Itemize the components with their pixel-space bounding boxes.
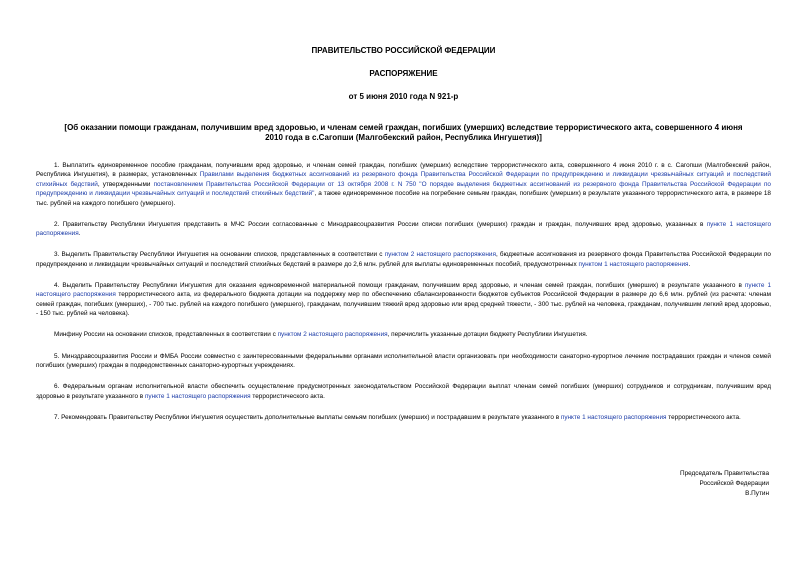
paragraph-6 (36, 382, 771, 401)
paragraph-text: 4. Выделить Правительству Республики Ингушетия для оказания единовременной материальной помощи гражданам, получившим вред здоровью, и членам семей граждан, погибших (умерших) в результате указанного в (54, 282, 745, 290)
paragraph-text: 1. Выплатить единовременное пособие гражданам, получившим вред здоровью, и членам семей граждан, погибших (умерших) вследствие террористического акта, совершенного 4 июня 2010 г. в с. Сагопши (Малгобекский район, Республика Ингушетия), в размерах, установленных (36, 162, 771, 179)
paragraph-text: 6. Федеральным органам исполнительной власти обеспечить осуществление предусмотренных законодательством Российской Федерации выплат членам семей погибших (умерших) сотрудников и сотрудникам, получившим вред здоровью в результате указанного в (36, 383, 771, 400)
paragraph-text: террористического акта. (666, 413, 741, 421)
document-subject: [Об оказании помощи гражданам, получившим вред здоровью, и членам семей граждан, погибших (умерших) вследствие террористического акта, совершенного 4 июня 2010 года в с.Сагопши (Малгобекский район, Республика Ингушетия)] (64, 123, 743, 142)
document-type-heading: РАСПОРЯЖЕНИЕ (369, 69, 438, 78)
link-point-1[interactable]: пункте 1 настоящего распоряжения (36, 282, 771, 299)
paragraph-4 (36, 281, 771, 319)
signature-organization: Российской Федерации (699, 480, 769, 487)
paragraph-5 (36, 352, 771, 371)
paragraph-text: , бюджетные ассигнования из резервного фонда Правительства Российской Федерации по предупреждению и ликвидации чрезвычайных ситуаций и последствий стихийных бедствий в размере до 2,6 млн. рублей для выплаты единовременных пособий, предусмотренных (36, 251, 771, 268)
paragraph-1 (36, 161, 771, 208)
signature-position: Председатель Правительства (680, 470, 769, 477)
government-heading: ПРАВИТЕЛЬСТВО РОССИЙСКОЙ ФЕДЕРАЦИИ (311, 46, 496, 55)
link-rules[interactable]: Правилами выделения бюджетных ассигнований из резервного фонда Правительства Российской Федерации по предупреждению и ликвидации чрезвычайных ситуаций и последствий стихийных бедствий (36, 171, 772, 188)
paragraph-2 (36, 220, 771, 239)
paragraph-text: 7. Рекомендовать Правительству Республики Ингушетия осуществить дополнительные выплаты семьям погибших (умерших) и пострадавшим в результате указанного в (54, 413, 561, 421)
document-date-number: от 5 июня 2010 года N 921-р (348, 92, 459, 101)
paragraph-text: террористического акта. (250, 392, 325, 400)
signature-block (680, 469, 769, 499)
link-point-1[interactable]: пункте 1 настоящего распоряжения (144, 392, 251, 400)
link-point-2[interactable]: пунктом 2 настоящего распоряжения (277, 331, 388, 339)
paragraph-text: , утвержденными (97, 180, 154, 188)
paragraph-text: террористического акта, из федерального бюджета дотации на поддержку мер по обеспечению сбалансированности бюджетов субъектов Российской Федерации в размере до 6,6 млн. рублей (из расчета: членам семей граждан, погибших (умерших), - 700 тыс. рублей на каждого погибшего (умершего), гражданам, получившим тяжкий вред здоровью или вред средней тяжести, - 300 тыс. рублей на человека, гражданам, получившим легкий вред здоровью, - 150 тыс. рублей на человека). (36, 291, 771, 318)
link-point-2[interactable]: пунктом 2 настоящего распоряжения (384, 251, 496, 259)
document-body (36, 161, 771, 434)
paragraph-text: 5. Минздравсоцразвития России и ФМБА России совместно с заинтересованными федеральными органами исполнительной власти организовать при необходимости санаторно-курортное лечение пострадавших граждан и членов семей погибших (умерших) граждан в подведомственных санаторно-курортных учреждениях. (36, 352, 771, 370)
paragraph-text: , а также единовременное пособие на погребение семьям граждан, погибших (умерших) в результате указанного террористического акта, в размере 18 тыс. рублей на каждого погибшего (умершего). (36, 190, 771, 207)
paragraph-text: , перечислить указанные дотации бюджету Республики Ингушетия. (387, 331, 588, 339)
link-resolution-750[interactable]: постановлением Правительства Российской Федерации от 13 октября 2008 г. N 750 "О порядке выделения бюджетных ассигнований из резервного фонда Правительства Российской Федерации по предупреждению и ликвидации чрезвычайных ситуаций и последствий стихийных бедствий" (36, 180, 771, 198)
paragraph-7 (36, 413, 771, 422)
paragraph-4b (36, 330, 771, 339)
paragraph-text: . (78, 230, 81, 238)
signature-name: В.Путин (745, 490, 769, 497)
paragraph-text: . (688, 260, 691, 268)
paragraph-text: 3. Выделить Правительству Республики Ингушетия на основании списков, представленных в соответствии с (54, 251, 385, 259)
link-point-1[interactable]: пункте 1 настоящего распоряжения (560, 413, 667, 421)
paragraph-text: 2. Правительству Республики Ингушетия представить в МЧС России согласованные с Минздравсоцразвития России списки погибших (умерших) граждан и граждан, получивших вред здоровью, указанных в (54, 220, 707, 228)
paragraph-3 (36, 250, 771, 269)
link-point-1[interactable]: пунктом 1 настоящего распоряжения (578, 260, 689, 268)
paragraph-text: Минфину России на основании списков, представленных в соответствии с (54, 331, 278, 339)
link-point-1[interactable]: пункте 1 настоящего распоряжения (36, 220, 771, 238)
